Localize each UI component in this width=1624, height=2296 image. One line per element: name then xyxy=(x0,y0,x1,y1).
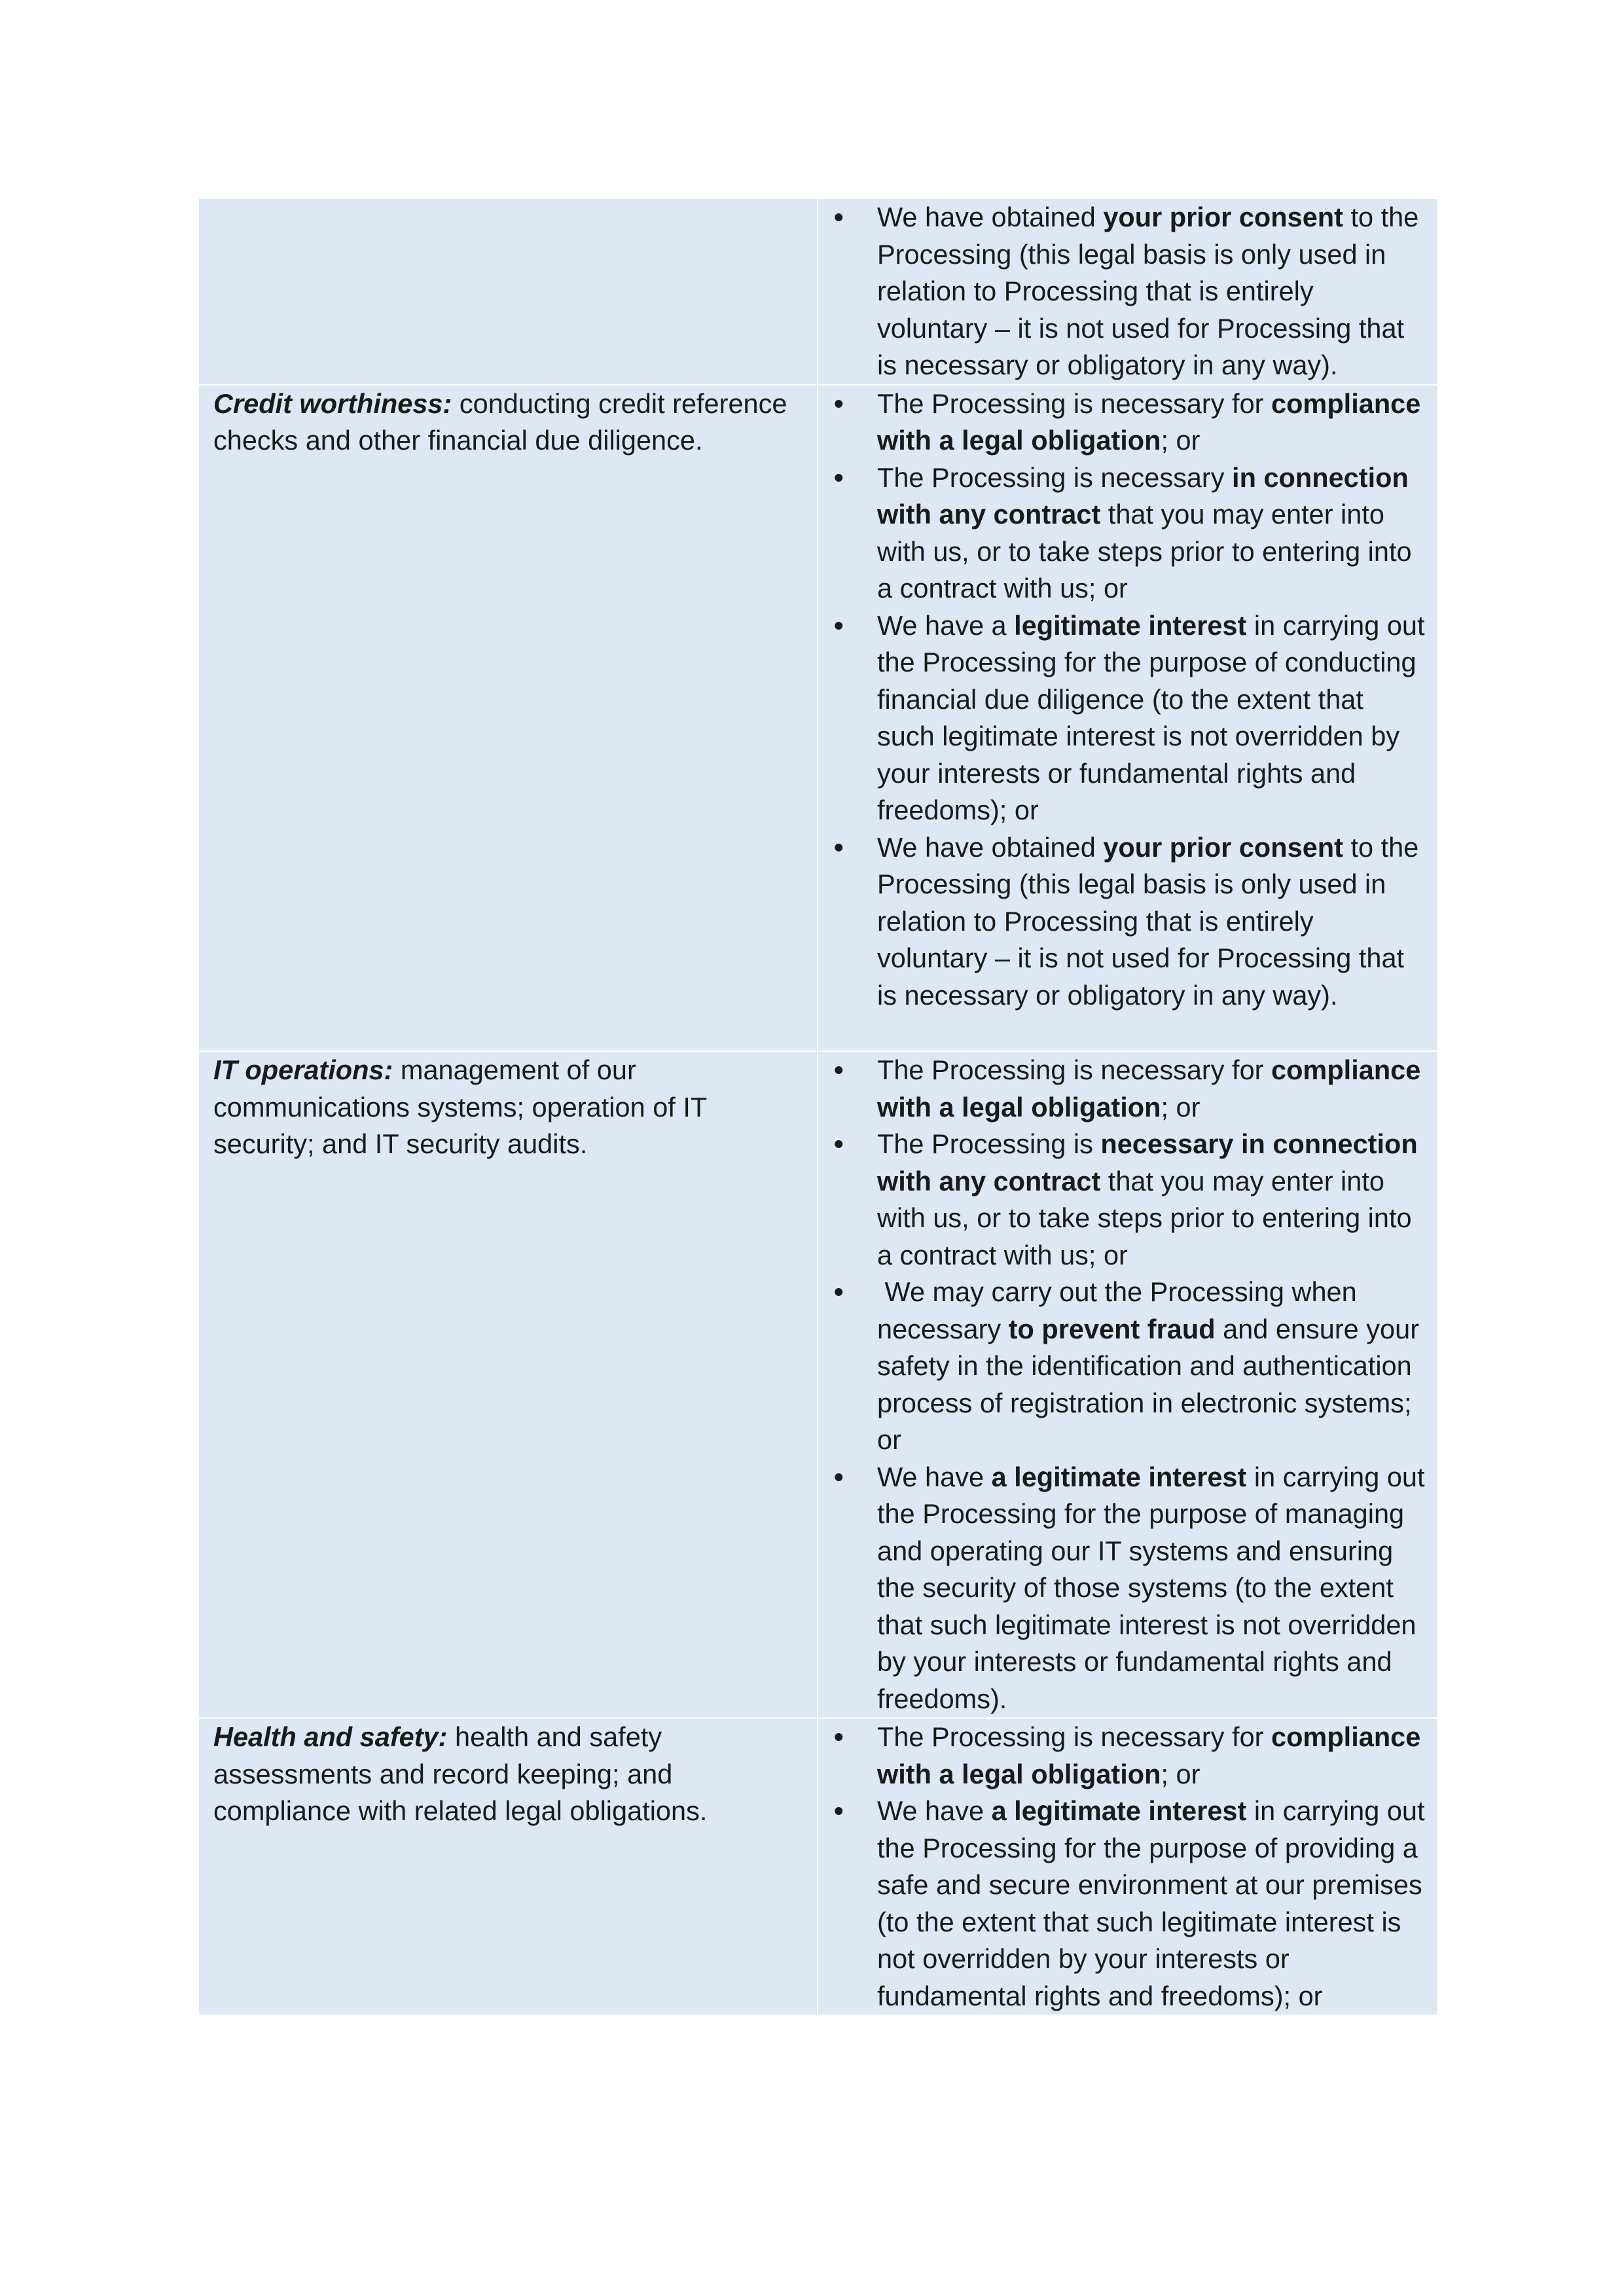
basis-text: We may carry out the Processing when necessary xyxy=(877,1276,1357,1344)
bullet-icon: • xyxy=(834,1054,844,1085)
legal-basis-item xyxy=(818,1274,1426,1459)
emphasis-text: compliance with a legal obligation xyxy=(877,1721,1421,1789)
legal-basis-item xyxy=(818,1459,1426,1718)
purpose-description: management of our communications systems; operation of IT security; and IT security audits. xyxy=(213,1054,707,1159)
bullet-icon: • xyxy=(834,609,844,641)
basis-text: in carrying out the Processing for the purpose of conducting financial due diligence (to the extent that such legitimate interest is not overridden by your interests or fundamental rights and freedoms); or xyxy=(877,609,1425,825)
legal-basis-list xyxy=(818,1719,1426,2015)
legal-basis-item xyxy=(818,199,1426,384)
legal-basis-item xyxy=(818,1052,1426,1126)
table-row xyxy=(199,1051,1437,1718)
bullet-icon: • xyxy=(834,387,844,419)
bullet-icon: • xyxy=(834,1128,844,1159)
table-body xyxy=(199,199,1437,2015)
basis-text: in carrying out the Processing for the purpose of providing a safe and secure environment at our premises (to the extent that such legitimate interest is not overridden by your interests or fundamental rights and freedoms); or xyxy=(877,1795,1425,2011)
basis-text: ; or xyxy=(1161,1091,1200,1122)
emphasis-text: in connection with any contract xyxy=(877,461,1409,529)
table-row xyxy=(199,199,1437,385)
basis-text: ; or xyxy=(1161,425,1200,456)
purpose-title: Health and safety: xyxy=(213,1721,448,1752)
legal-basis-cell xyxy=(818,385,1437,1052)
legal-basis-item xyxy=(818,1126,1426,1274)
emphasis-text: your prior consent xyxy=(1103,831,1343,863)
purpose-cell xyxy=(199,1718,818,2015)
purpose-cell xyxy=(199,1051,818,1718)
basis-text: We have xyxy=(877,1461,992,1492)
basis-text: and ensure your safety in the identification and authentication process of registration in electronic systems; or xyxy=(877,1313,1420,1455)
legal-basis-item xyxy=(818,1793,1426,2015)
emphasis-text: a legitimate interest xyxy=(991,1461,1247,1492)
bullet-icon: • xyxy=(834,461,844,493)
purpose-description: conducting credit reference checks and other financial due diligence. xyxy=(213,387,787,456)
legal-basis-list xyxy=(818,1052,1426,1717)
legal-basis-item xyxy=(818,829,1426,1014)
basis-text: that you may enter into with us, or to take steps prior to entering into a contract with us; or xyxy=(877,499,1412,603)
basis-text: The Processing is necessary for xyxy=(877,1054,1271,1085)
basis-text: that you may enter into with us, or to take steps prior to entering into a contract with us; or xyxy=(877,1165,1412,1270)
emphasis-text: legitimate interest xyxy=(1014,609,1247,641)
purpose-title: IT operations: xyxy=(213,1054,393,1085)
legal-basis-list xyxy=(818,386,1426,1014)
basis-text: The Processing is xyxy=(877,1128,1101,1159)
bullet-icon: • xyxy=(834,1461,844,1492)
emphasis-text: compliance with a legal obligation xyxy=(877,387,1421,456)
legal-basis-cell xyxy=(818,199,1437,385)
legal-basis-item xyxy=(818,459,1426,607)
bullet-icon: • xyxy=(834,1721,844,1752)
purpose-description: health and safety assessments and record keeping; and compliance with related legal obligations. xyxy=(213,1721,708,1826)
basis-text: We have obtained xyxy=(877,831,1104,863)
basis-text: We have a xyxy=(877,609,1015,641)
emphasis-text: your prior consent xyxy=(1103,202,1343,232)
basis-text: to the Processing (this legal basis is only used in relation to Processing that is entirely voluntary – it is not used for Processing that is necessary or obligatory in any way). xyxy=(877,202,1419,380)
basis-text: We have xyxy=(877,1795,992,1826)
purpose-title: Credit worthiness: xyxy=(213,387,452,419)
basis-text: The Processing is necessary xyxy=(877,461,1233,493)
legal-basis-cell xyxy=(818,1051,1437,1718)
table-row xyxy=(199,1718,1437,2015)
legal-basis-item xyxy=(818,386,1426,459)
basis-text: to the Processing (this legal basis is only used in relation to Processing that is entirely voluntary – it is not used for Processing that is necessary or obligatory in any way). xyxy=(877,831,1419,1011)
legal-basis-item xyxy=(818,1719,1426,1793)
row-spacer xyxy=(818,1014,1426,1050)
basis-text: The Processing is necessary for xyxy=(877,1721,1271,1752)
legal-basis-cell xyxy=(818,1718,1437,2015)
basis-text: We have obtained xyxy=(877,202,1104,232)
table-row xyxy=(199,385,1437,1052)
bullet-icon: • xyxy=(834,1276,844,1307)
legal-basis-list xyxy=(818,199,1426,384)
legal-basis-table xyxy=(199,199,1437,2015)
basis-text: in carrying out the Processing for the purpose of managing and operating our IT systems and ensuring the security of those systems (to the extent that such legitimate interest is not overridden by your interests or fundamental rights and freedoms). xyxy=(877,1461,1425,1714)
basis-text: ; or xyxy=(1161,1758,1200,1789)
bullet-icon: • xyxy=(834,1795,844,1826)
purpose-cell xyxy=(199,199,818,385)
bullet-icon: • xyxy=(834,202,844,232)
emphasis-text: compliance with a legal obligation xyxy=(877,1054,1421,1122)
basis-text: The Processing is necessary for xyxy=(877,387,1271,419)
bullet-icon: • xyxy=(834,831,844,863)
emphasis-text: a legitimate interest xyxy=(991,1795,1247,1826)
emphasis-text: necessary in connection with any contract xyxy=(877,1128,1418,1196)
purpose-cell xyxy=(199,385,818,1052)
legal-basis-item xyxy=(818,607,1426,829)
emphasis-text: to prevent fraud xyxy=(1008,1313,1216,1344)
